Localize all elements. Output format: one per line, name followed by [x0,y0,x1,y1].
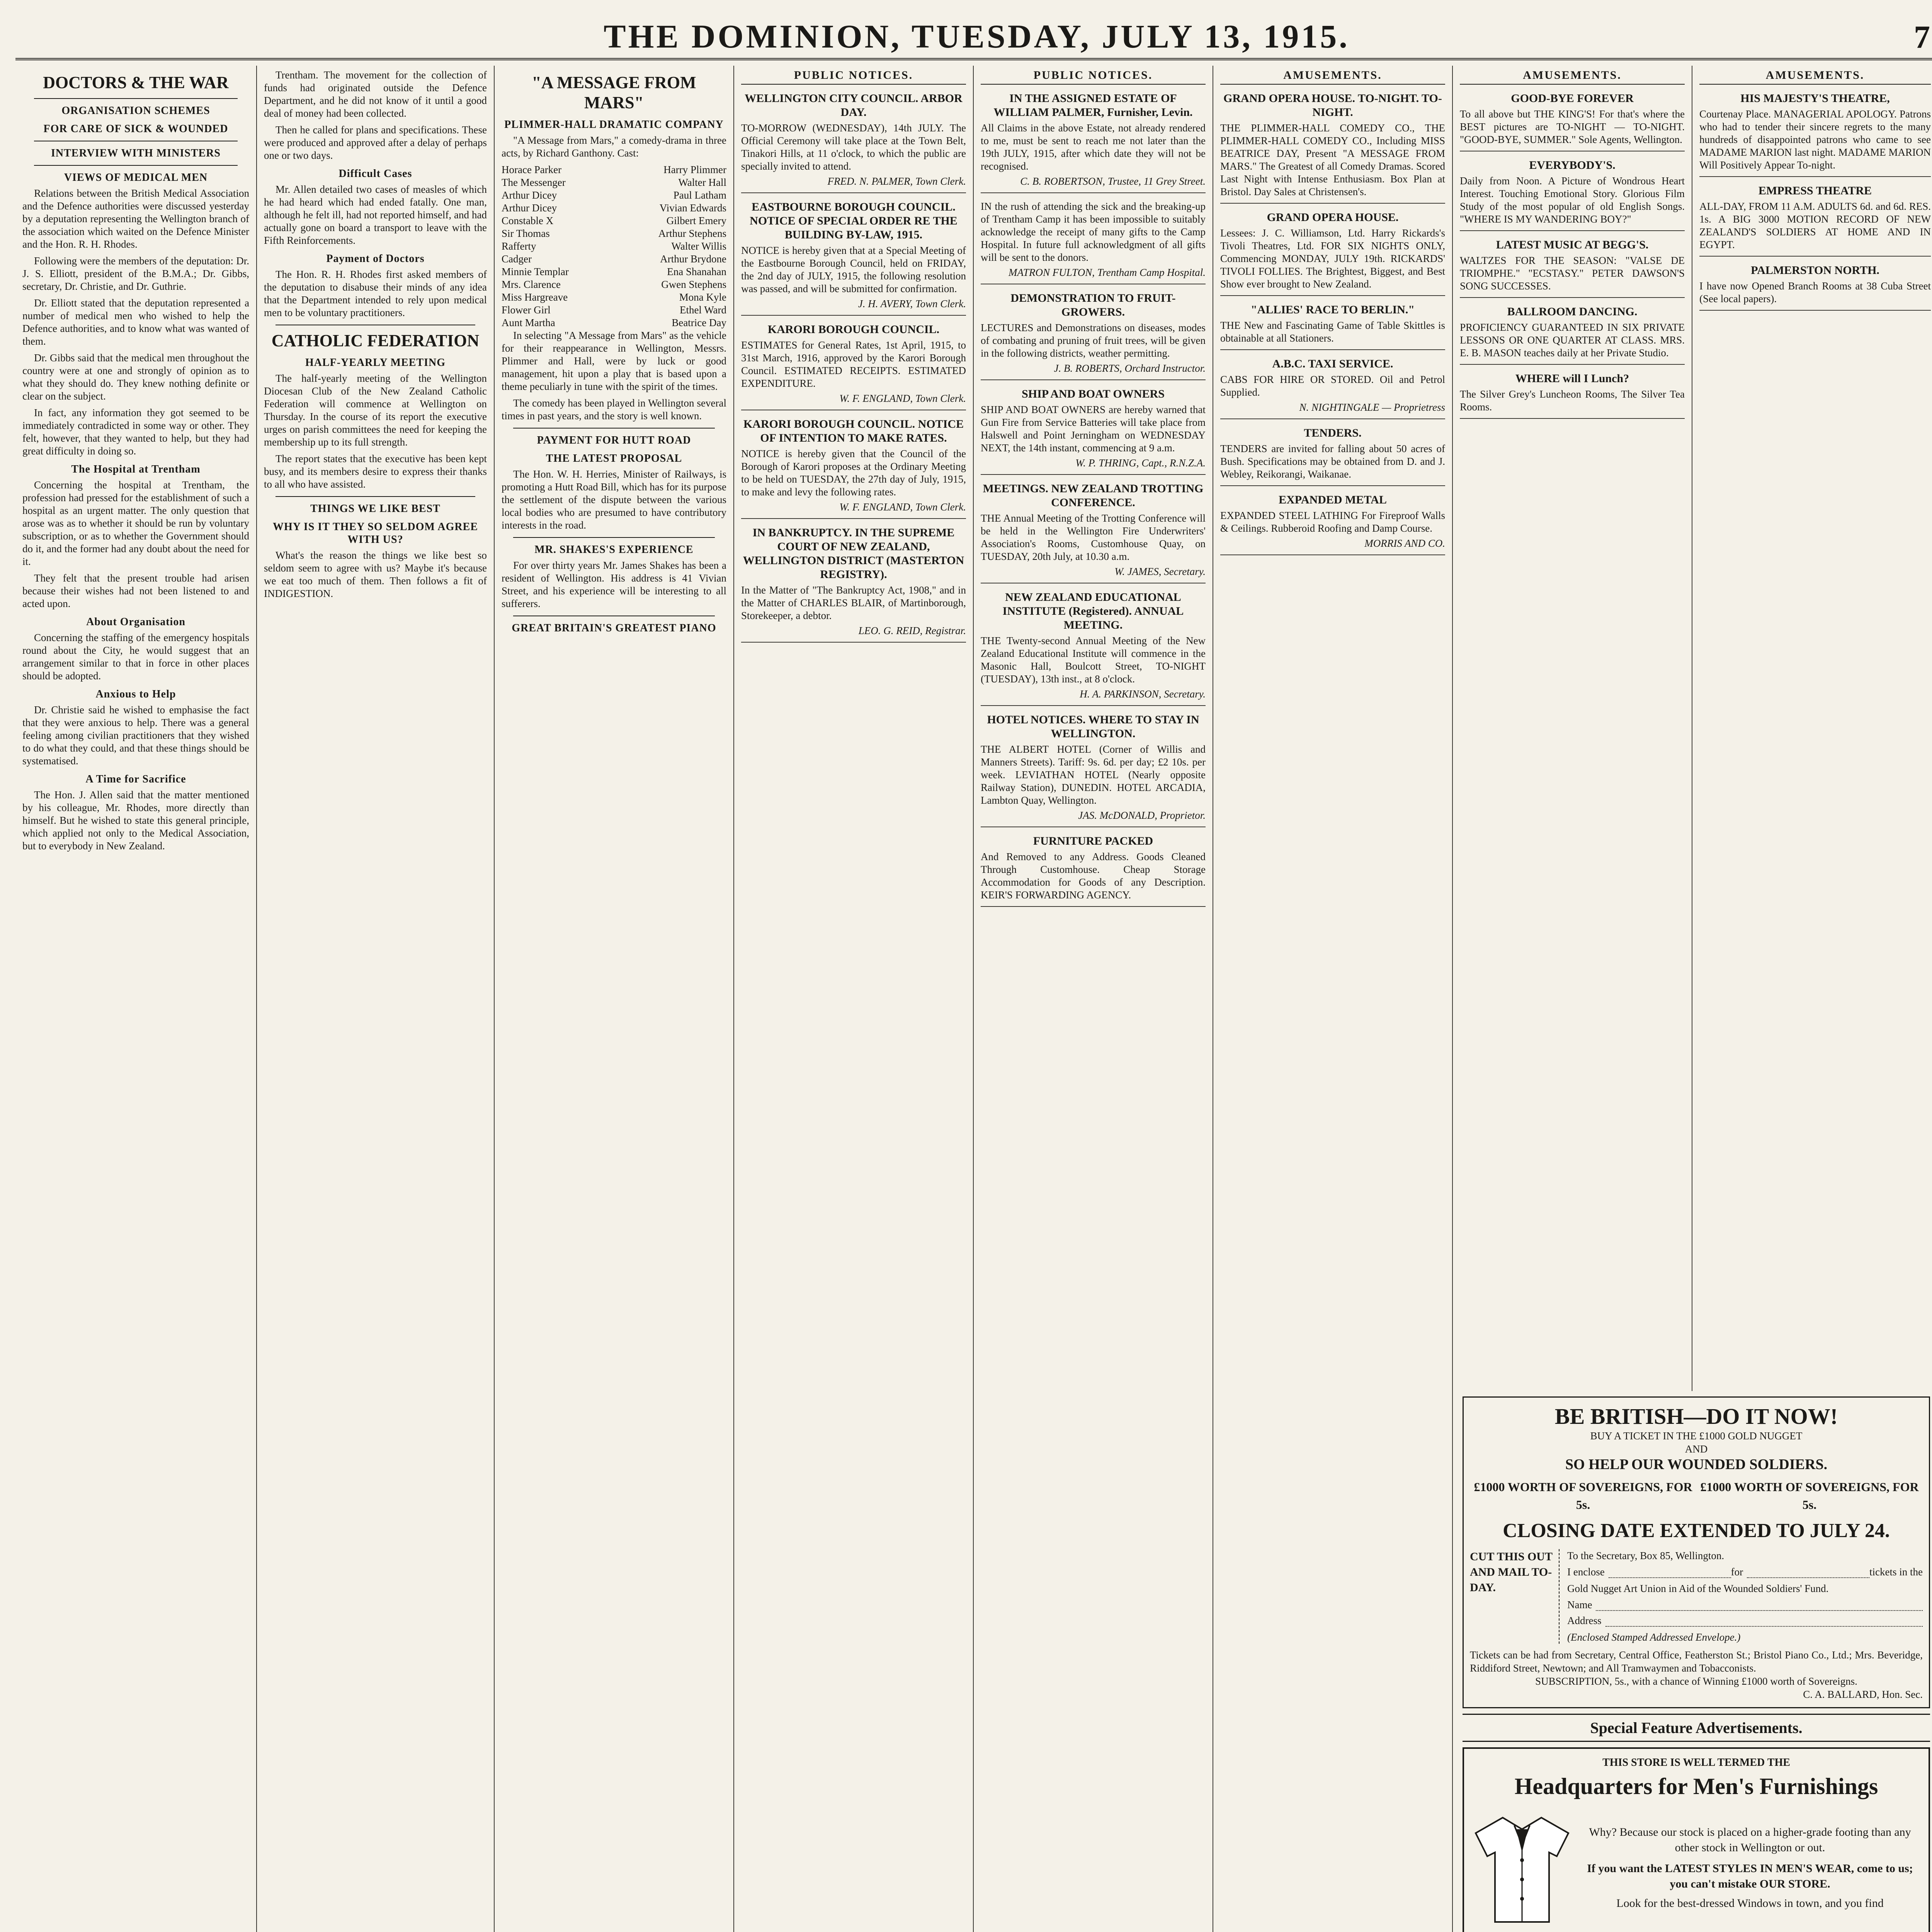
cast-row [502,163,726,176]
notice-list [1460,88,1685,419]
notice-body: LECTURES and Demonstrations on diseases, modes of combating and pruning of fruit trees, will be given in the following districts, weather permitting. [981,322,1206,359]
cast-actor: Ena Shanahan [667,266,726,277]
notice [1460,369,1685,419]
column-header: AMUSEMENTS. [1699,69,1931,85]
cast-row [502,304,726,316]
notice-signature: W. JAMES, Secretary. [1114,566,1206,577]
notice-body: TENDERS are invited for falling about 50 acres of Bush. Specifications may be obtained from D. and J. Webley, Reikorangi, Waikanae. [1220,443,1445,480]
notice [741,88,966,193]
herb-p2: Look for the best-dressed Windows in town, and you find [1616,1897,1884,1910]
prize-row [1470,1478,1923,1514]
coupon[interactable] [1470,1549,1923,1644]
notice-body: I have now Opened Branch Rooms at 38 Cuba Street (See local papers). [1699,280,1931,304]
cast-role: Rafferty [502,240,536,252]
right-bottom-ads [1459,1391,1932,1932]
coupon-form [1567,1549,1923,1644]
article-subhead: ORGANISATION SCHEMES [61,105,210,117]
column-2 [257,66,495,1932]
notice-title: DEMONSTRATION TO FRUIT-GROWERS. [1010,292,1176,318]
notice-list [1699,88,1931,311]
notice-signature: FRED. N. PALMER, Town Clerk. [827,175,966,187]
coupon-purpose: Gold Nugget Art Union in Aid of the Wounded Soldiers' Fund. [1567,1583,1829,1594]
cast-row [502,265,726,278]
cast-actor: Beatrice Day [672,317,726,328]
cast-role: Sir Thomas [502,228,550,239]
section-subhead: A Time for Sacrifice [85,773,186,785]
notice-body: TO-MORROW (WEDNESDAY), 14th JULY. The Official Ceremony will take place at the Town Belt, Tinakori Hills, at 11 o'clock, to which the public are specially invited to attend. [741,122,966,172]
notice [1699,88,1931,177]
notice-signature: MATRON FULTON, Trentham Camp Hospital. [1008,267,1206,278]
notice [1220,490,1445,555]
coupon-enclose-row: I enclose for tickets in the [1567,1566,1923,1578]
cast-actor: Paul Latham [673,189,726,201]
section-subhead: Anxious to Help [95,688,176,700]
cast-role: The Messenger [502,177,566,188]
notice-body: THE New and Fascinating Game of Table Skittles is obtainable at all Stationers. [1220,320,1445,344]
notice [981,384,1206,475]
notice-title: GOOD-BYE FOREVER [1511,92,1634,105]
notice [1699,260,1931,311]
cast-row [502,278,726,291]
notice-list [981,88,1206,907]
notice-title: KARORI BOROUGH COUNCIL. NOTICE OF INTENTION TO MAKE RATES. [743,418,964,444]
notice-body: The Silver Grey's Luncheon Rooms, The Silver Tea Rooms. [1460,388,1685,413]
coupon-amount-field[interactable] [1609,1566,1731,1578]
article-subhead: THE LATEST PROPOSAL [546,452,682,464]
cast-role: Arthur Dicey [502,189,557,201]
cast-row [502,189,726,202]
notice-title: HIS MAJESTY'S THEATRE, [1740,92,1890,105]
notice-title: PALMERSTON NORTH. [1751,264,1879,277]
divider [513,428,715,429]
notice-body: THE ALBERT HOTEL (Corner of Willis and Manners Streets). Tariff: 9s. 6d. per day; £2 10s. per week. LEVIATHAN HOTEL (Nearly opposite Railway Station), DUNEDIN. HOTEL ARCADIA, Lambton Quay, Wellington. [981,743,1206,806]
cast-actor: Gilbert Emery [666,215,726,226]
cast-row [502,253,726,265]
cast-role: Minnie Templar [502,266,569,277]
paragraph: Concerning the hospital at Trentham, the profession had pressed for the establishment of such a hospital as an urgent matter. The only question that arose was as to whether it should be run by voluntary subscription, or as to whether the Government should do it, and the former had any doubt about the need for it. [22,479,249,567]
notice [741,320,966,410]
cast-role: Miss Hargreave [502,291,568,303]
paragraph: The comedy has been played in Wellington several times in past years, and the story is well known. [502,397,726,422]
notice-signature: J. B. ROBERTS, Orchard Instructor. [1054,362,1206,374]
column-3 [495,66,734,1932]
herb-tagline: THIS STORE IS WELL TERMED THE [1602,1757,1790,1769]
notice-body: WALTZES FOR THE SEASON: "VALSE DE TRIOMPHE." "ECSTASY." PETER DAWSON'S SONG SUCCESSES. [1460,255,1685,292]
notice-title: MEETINGS. NEW ZEALAND TROTTING CONFERENCE. [983,482,1204,509]
notice-title: "ALLIES' RACE TO BERLIN." [1251,303,1415,316]
column-header: PUBLIC NOTICES. [981,69,1206,85]
notice [1460,88,1685,151]
cast-actor: Walter Hall [678,177,726,188]
divider [513,537,715,538]
cast-row [502,240,726,253]
notice [741,197,966,316]
notice-body: ALL-DAY, FROM 11 A.M. ADULTS 6d. and 6d. RES. 1s. A BIG 3000 MOTION RECORD OF NEW ZEALAND'S SOLDIERS AT HOME AND IN EGYPT. [1699,201,1931,250]
notice-title: TENDERS. [1304,427,1362,439]
notice [981,710,1206,827]
column-header: AMUSEMENTS. [1460,69,1685,85]
notice [1460,235,1685,298]
notice-body: ESTIMATES for General Rates, 1st April, 1915, to 31st March, 1916, approved by the Karori Borough Council. ESTIMATED RECEIPTS. ESTIMATED EXPENDITURE. [741,339,966,389]
notice [1220,423,1445,486]
article-headline: CATHOLIC FEDERATION [271,331,480,350]
notice-title: EMPRESS THEATRE [1758,184,1872,197]
notice [1699,181,1931,257]
cast-actor: Gwen Stephens [661,279,726,290]
notice-title: WELLINGTON CITY COUNCIL. ARBOR DAY. [745,92,963,119]
cast-actor: Ethel Ward [679,304,726,316]
cast-row [502,316,726,329]
notice-title: LATEST MUSIC AT BEGG'S. [1496,238,1649,251]
cast-row [502,227,726,240]
notice-title: WHERE will I Lunch? [1515,372,1629,385]
herb-headline: Headquarters for Men's Furnishings [1514,1774,1878,1799]
ad-line: BUY A TICKET IN THE £1000 GOLD NUGGET [1590,1430,1803,1442]
paragraph: Trentham. The movement for the collection of funds had originated outside the Defence Department, and he did not know of it until a good deal of money had been collected. [264,69,487,119]
section-subhead: Difficult Cases [338,168,412,180]
cast-role: Cadger [502,253,532,265]
notice [1220,354,1445,419]
notice-signature: JAS. McDONALD, Proprietor. [1078,810,1206,821]
notice [981,479,1206,583]
masthead [15,12,1932,60]
notice-signature: J. H. AVERY, Town Clerk. [858,298,966,310]
newspaper-title: THE DOMINION, TUESDAY, JULY 13, 1915. [604,18,1350,55]
column-1 [15,66,257,1932]
column-header: PUBLIC NOTICES. [741,69,966,85]
herb-body [1472,1804,1921,1932]
notice-title: IN THE ASSIGNED ESTATE OF WILLIAM PALMER, Furnisher, Levin. [993,92,1193,119]
ad-line: SO HELP OUR WOUNDED SOLDIERS. [1565,1456,1828,1473]
herb-why: Why? Because our stock is placed on a higher-grade footing than any other stock in Wellington or out. [1589,1826,1911,1854]
cast-intro: "A Message from Mars," a comedy-drama in three acts, by Richard Ganthony. Cast: [502,134,726,159]
notice-body: PROFICIENCY GUARANTEED IN SIX PRIVATE LESSONS OR ONE QUARTER AT CLASS. MRS. E. B. MASON teaches daily at her Private Studio. [1460,321,1685,359]
article-headline: PAYMENT FOR HUTT ROAD [537,434,691,446]
notice-title: IN BANKRUPTCY. IN THE SUPREME COURT OF NEW ZEALAND, WELLINGTON DISTRICT (MASTERTON REGISTRY). [743,526,964,581]
notice-list [1220,88,1445,555]
notice-signature: C. B. ROBERTSON, Trustee, 11 Grey Street. [1020,175,1206,187]
ad-secretary: C. A. BALLARD, Hon. Sec. [1803,1689,1923,1700]
notice [1460,302,1685,365]
notice-title: BALLROOM DANCING. [1507,305,1638,318]
article-subhead: VIEWS OF MEDICAL MEN [64,172,208,184]
cast-actor: Harry Plimmer [663,164,726,175]
page-number: 7 [1914,19,1930,55]
notice-body: SHIP AND BOAT OWNERS are hereby warned that Gun Fire from Service Batteries will take place from Halswell and Point Jerningham on WEDNESDAY NEXT, the 14th instant, commencing at 9 a.m. [981,404,1206,454]
paragraph: Dr. Gibbs said that the medical men throughout the country were at one and strongly of opinion as to what they should do. They knew nothing definite or clear on the subject. [22,352,249,402]
prize-right: £1000 WORTH OF SOVEREIGNS, FOR 5s. [1700,1480,1919,1512]
notice-body: THE Twenty-second Annual Meeting of the New Zealand Educational Institute will commence in the Masonic Hall, Boulcott Street, TO-NIGHT (TUESDAY), 13th inst., at 8 o'clock. [981,635,1206,685]
special-feature-banner: Special Feature Advertisements. [1463,1714,1930,1742]
cast-role: Aunt Martha [502,317,555,328]
column-header: AMUSEMENTS. [1220,69,1445,85]
notice-title: A.B.C. TAXI SERVICE. [1272,357,1393,370]
column-5 [974,66,1213,1932]
notice-title: FURNITURE PACKED [1033,835,1153,847]
article-headline: THINGS WE LIKE BEST [310,503,440,515]
notice-title: NEW ZEALAND EDUCATIONAL INSTITUTE (Registered). ANNUAL MEETING. [1002,591,1184,631]
cast-row [502,214,726,227]
paragraph: The Hon. R. H. Rhodes first asked members of the deputation to disabuse their minds of any idea that the Department intended to rely upon medical men to be voluntary practitioners. [264,269,487,318]
article-headline: MR. SHAKES'S EXPERIENCE [534,544,694,556]
coupon-note: (Enclosed Stamped Addressed Envelope.) [1567,1631,1741,1643]
notice-title: EXPANDED METAL [1279,493,1387,506]
paragraph: Relations between the British Medical Association and the Defence authorities were discussed yesterday by a deputation representing the Wellington branch of the association which waited on the Defence Minister and the Hon. R. H. Rhodes. [22,187,249,250]
notice-signature: W. F. ENGLAND, Town Clerk. [839,501,966,513]
cast-actor: Arthur Stephens [658,228,726,239]
paragraph: Following were the members of the deputation: Dr. J. S. Elliott, president of the B.M.A.; Dr. Gibbs, secretary, Dr. Christie, and Dr. Guthrie. [22,255,249,292]
notice-body: IN the rush of attending the sick and the breaking-up of Trentham Camp it has been impossible to suitably acknowledge the receipt of many gifts to the Camp Hospital. In future full acknowledgment of all gifts will be sent to the donors. [981,201,1206,263]
cast-role: Mrs. Clarence [502,279,561,290]
notice [741,414,966,519]
notice-body: THE Annual Meeting of the Trotting Conference will be held in the Wellington Fire Underwriters' Association's Rooms, Customhouse Quay, on TUESDAY, 20th July, at 10.30 a.m. [981,512,1206,562]
article-subhead: INTERVIEW WITH MINISTERS [51,147,221,159]
divider [34,98,238,99]
article-subhead: PLIMMER-HALL DRAMATIC COMPANY [504,119,724,131]
cast-list [502,163,726,329]
notice [1460,155,1685,231]
paragraph: Dr. Elliott stated that the deputation represented a number of medical men who wished to help the Defence authorities, and to know what was wanted of them. [22,297,249,347]
coupon-count-field[interactable] [1747,1566,1869,1578]
herb-copy [1579,1825,1921,1911]
ad-line: AND [1685,1443,1708,1455]
coupon-name-row: Name [1567,1599,1923,1611]
notice [981,831,1206,907]
herb-p1: If you want the LATEST STYLES IN MEN'S WEAR, come to us; you can't mistake OUR STORE. [1587,1862,1913,1890]
coupon-cut-label: CUT THIS OUT AND MAIL TO-DAY. [1470,1549,1560,1644]
prize-left: £1000 WORTH OF SOVEREIGNS, FOR 5s. [1474,1480,1692,1512]
paragraph: In fact, any information they got seemed to be immediately contradicted in some way or other. They felt, however, that they wanted to help, but they had great difficulty in doing so. [22,407,249,457]
divider [34,165,238,166]
paragraph: The half-yearly meeting of the Wellington Diocesan Club of the New Zealand Catholic Federation will commence at Wellington on Thursday. In the course of its report the executive urges on parish committees the need for keeping the membership up to its full strength. [264,372,487,448]
notice-title: EVERYBODY'S. [1529,159,1616,172]
coupon-to: To the Secretary, Box 85, Wellington. [1567,1550,1725,1561]
notice-body: Daily from Noon. A Picture of Wondrous Heart Interest. Touching Emotional Story. Glorious Film Study of the most popular of old English Songs. "WHERE IS MY WANDERING BOY?" [1460,175,1685,225]
cast-actor: Vivian Edwards [659,202,726,214]
paragraph: Concerning the staffing of the emergency hospitals round about the City, he would suggest that an arrangement similar to that in force in other places should be adopted. [22,632,249,682]
notice [981,587,1206,706]
column-4 [734,66,974,1932]
coupon-address-row: Address [1567,1615,1923,1627]
shirt-illustration-icon [1472,1810,1572,1926]
article-headline: "A MESSAGE FROM MARS" [532,73,696,112]
notice-signature: MORRIS AND CO. [1364,537,1445,549]
notice-body: Courtenay Place. MANAGERIAL APOLOGY. Patrons who had to tender their sincere regrets to the many hundreds of disappointed patrons who came to see MADAME MARION last night. MADAME MARION Will Positively Appear To-night. [1699,108,1931,171]
notice [1220,207,1445,296]
coupon-address-field[interactable] [1605,1615,1923,1627]
cast-role: Arthur Dicey [502,202,557,214]
cast-actor: Walter Willis [671,240,726,252]
paragraph: Mr. Allen detailed two cases of measles of which he had heard which had ended fatally. One man, although he felt ill, had not reported himself, and had actually gone on board a transport to leave with the Fifth Reinforcements. [264,184,487,246]
ad-subscription: SUBSCRIPTION, 5s., with a chance of Winning £1000 worth of Sovereigns. [1535,1675,1857,1687]
paragraph: The report states that the executive has been kept busy, and its members desire to express their thanks to all who have assisted. [264,453,487,490]
paragraph: Dr. Christie said he wished to emphasise the fact that they were anxious to help. There was a general feeling among civilian practitioners that they wished to do what they could, and that these things should be systematised. [22,704,249,767]
article-headline: DOCTORS & THE WAR [43,73,229,92]
article-subhead: WHY IS IT THEY SO SELDOM AGREE WITH US? [272,521,478,546]
herb-price-advert [1463,1747,1930,1932]
paragraph: In selecting "A Message from Mars" as the vehicle for their reappearance in Wellington, Messrs. Plimmer and Hall, were by luck or good management, hit upon a play that is based upon a theme peculiarly in tune with the spirit of the times. [502,330,726,392]
divider [276,496,475,497]
closing-date: CLOSING DATE EXTENDED TO JULY 24. [1503,1520,1890,1542]
section-subhead: Payment of Doctors [326,253,425,265]
paragraph: Then he called for plans and specifications. These were produced and approved after a delay of perhaps one or two days. [264,124,487,161]
article-headline: GREAT BRITAIN'S GREATEST PIANO [512,622,716,634]
notice-body: THE PLIMMER-HALL COMEDY CO., THE PLIMMER-HALL COMEDY CO., Including MISS BEATRICE DAY, Present "A MESSAGE FROM MARS." The Greatest of all Comedy Dramas. Scored Last Night with Intense Enthusiasm. Box Plan at Bristol. Day Sales at Christensen's. [1220,122,1445,197]
notice-title: GRAND OPERA HOUSE. [1267,211,1399,224]
cast-role: Flower Girl [502,304,551,316]
notice-body: Lessees: J. C. Williamson, Ltd. Harry Rickards's Tivoli Theatres, Ltd. FOR SIX NIGHTS ONLY, Commencing MONDAY, JULY 19th. RICKARDS' TIVOLI FOLLIES. The Brightest, Biggest, and Best Show ever brought to New Zealand. [1220,227,1445,290]
notice-body: All Claims in the above Estate, not already rendered to me, must be sent to reach me not later than the 19th JULY, 1915, after which date they will not be recognised. [981,122,1206,172]
cast-row [502,176,726,189]
notice-list [741,88,966,643]
column-6 [1213,66,1453,1932]
article-subhead: HALF-YEARLY MEETING [305,357,446,369]
notice-title: HOTEL NOTICES. WHERE TO STAY IN WELLINGTON. [987,713,1199,740]
paragraph: The Hon. W. H. Herries, Minister of Railways, is promoting a Hutt Road Bill, which has for its purpose the settlement of the dispute between the various local bodies who are presumed to have contributory interests in the road. [502,468,726,531]
paragraph: For over thirty years Mr. James Shakes has been a resident of Wellington. His address is 41 Vivian Street, and his experience will be interesting to all sufferers. [502,560,726,609]
notice-title: SHIP AND BOAT OWNERS [1022,388,1165,400]
notice-signature: LEO. G. REID, Registrar. [858,625,966,636]
notice-body: NOTICE is hereby given that the Council of the Borough of Karori proposes at the Ordinary Meeting to be held on TUESDAY, the 27th day of July, 1915, to make and levy the following rates. [741,448,966,498]
notice-title: KARORI BOROUGH COUNCIL. [767,323,940,336]
paragraph: They felt that the present trouble had arisen because their wishes had not been listened to and acted upon. [22,572,249,609]
paragraph: What's the reason the things we like best so seldom seem to agree with us? Maybe it's because we eat too much of them. Then follows a fit of INDIGESTION. [264,549,487,599]
notice-signature: N. NIGHTINGALE — Proprietress [1299,401,1445,413]
notice-body: In the Matter of "The Bankruptcy Act, 1908," and in the Matter of CHARLES BLAIR, of Martinborough, Storekeeper, a debtor. [741,584,966,621]
notice-signature: W. P. THRING, Capt., R.N.Z.A. [1075,457,1206,469]
notice [981,197,1206,284]
cast-actor: Arthur Brydone [660,253,726,265]
notice-body: NOTICE is hereby given that at a Special Meeting of the Eastbourne Borough Council, held on FRIDAY, the 2nd day of JULY, 1915, the following resolution was passed, and will be submitted for confirmation. [741,245,966,294]
ad-agents: Tickets can be had from Secretary, Central Office, Featherston St.; Bristol Piano Co., Ltd.; Mrs. Beveridge, Riddiford Street, Newtown; and All Tramwaymen and Tobacconists. [1470,1649,1923,1674]
paragraph: The Hon. J. Allen said that the matter mentioned by his colleague, Mr. Rhodes, more directly than himself. But he wished to state this general principle, which applied not only to the Medical Association, but to everybody in New Zealand. [22,789,249,852]
notice [981,288,1206,380]
cast-role: Constable X [502,215,554,226]
notice [981,88,1206,193]
cast-actor: Mona Kyle [679,291,726,303]
notice-body: EXPANDED STEEL LATHING For Fireproof Walls & Ceilings. Rubberoid Roofing and Damp Course. [1220,510,1445,534]
ad-headline: BE BRITISH—DO IT NOW! [1554,1404,1838,1429]
cast-row [502,291,726,304]
notice [1220,88,1445,204]
notice-title: EASTBOURNE BOROUGH COUNCIL. NOTICE OF SPECIAL ORDER RE THE BUILDING BY-LAW, 1915. [750,201,957,241]
notice-body: CABS FOR HIRE OR STORED. Oil and Petrol Supplied. [1220,374,1445,398]
gold-nugget-advert [1463,1396,1930,1708]
section-subhead: About Organisation [86,616,185,628]
notice-body: To all above but THE KING'S! For that's where the BEST pictures are TO-NIGHT — TO-NIGHT. "GOOD-BYE, SUMMER." Sole Agents, Wellington. [1460,108,1685,145]
notice [1220,300,1445,350]
notice-signature: W. F. ENGLAND, Town Clerk. [839,393,966,404]
section-subhead: The Hospital at Trentham [71,463,201,475]
cast-role: Horace Parker [502,164,562,175]
cast-row [502,202,726,214]
article-subhead: FOR CARE OF SICK & WOUNDED [43,123,228,135]
coupon-name-field[interactable] [1596,1599,1923,1611]
notice-title: GRAND OPERA HOUSE. TO-NIGHT. TO-NIGHT. [1223,92,1442,119]
notice-signature: H. A. PARKINSON, Secretary. [1080,688,1206,700]
notice [741,523,966,643]
notice-body: And Removed to any Address. Goods Cleaned Through Customhouse. Cheap Storage Accommodation for Goods of any Description. KEIR'S FORWARDING AGENCY. [981,851,1206,901]
